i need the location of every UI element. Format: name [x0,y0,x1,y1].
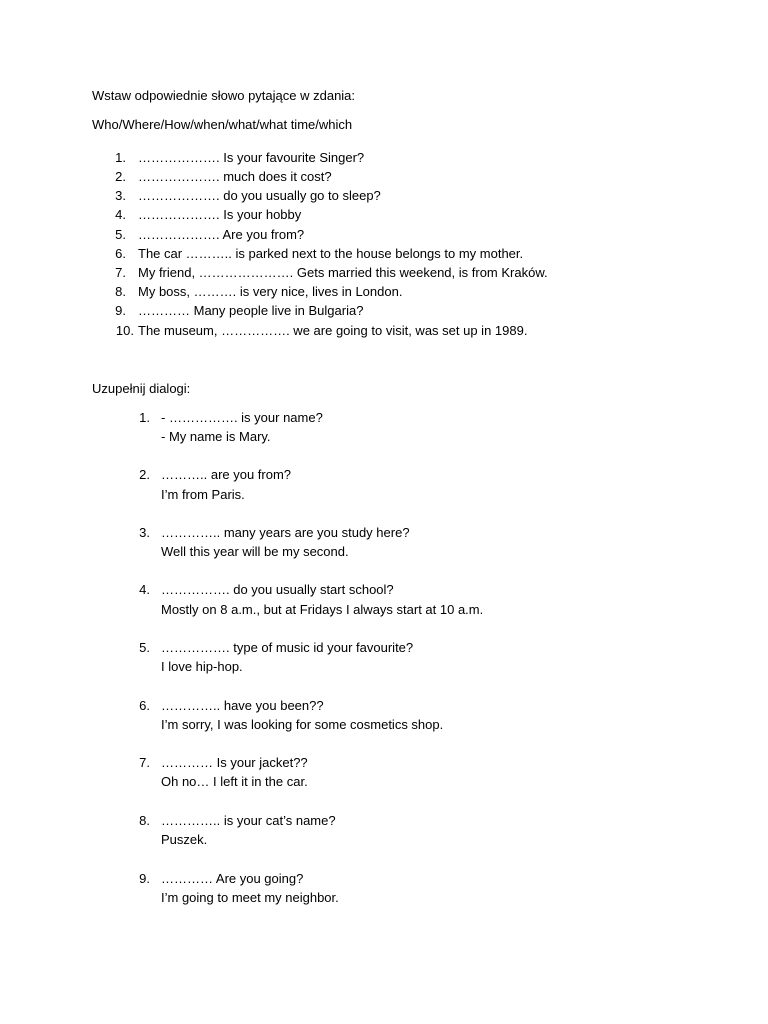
list-item: ………………. Is your favourite Singer? [138,150,365,165]
dialog-number: 8. [139,813,150,828]
dialog-answer: I’m from Paris. [161,487,245,502]
list-item: The car ……….. is parked next to the house belongs to my mother. [138,246,524,261]
dialog-answer: Mostly on 8 a.m., but at Fridays I always start at 10 a.m. [161,602,484,617]
list-item: ………………. do you usually go to sleep? [138,188,381,203]
section2-title: Uzupełnij dialogi: [92,381,191,396]
dialog-number: 7. [139,755,150,770]
dialog-number: 1. [139,410,150,425]
dialog-answer: - My name is Mary. [161,429,271,444]
list-item-number: 3. [115,188,126,203]
list-item: My boss, ………. is very nice, lives in London. [138,284,403,299]
dialog-question: ………… Is your jacket?? [161,755,308,770]
dialog-number: 9. [139,871,150,886]
dialog-question: ………….. is your cat’s name? [161,813,336,828]
list-item: The museum, ……………. we are going to visit, was set up in 1989. [138,323,528,338]
list-item-number: 4. [115,207,126,222]
dialog-answer: Puszek. [161,832,208,847]
dialog-number: 5. [139,640,150,655]
dialog-number: 6. [139,698,150,713]
dialog-answer: I’m sorry, I was looking for some cosmetics shop. [161,717,444,732]
list-item: ………………. much does it cost? [138,169,332,184]
dialog-answer: Well this year will be my second. [161,544,349,559]
dialog-question: ………….. have you been?? [161,698,324,713]
dialog-number: 3. [139,525,150,540]
dialog-number: 2. [139,467,150,482]
dialog-answer: I love hip-hop. [161,659,243,674]
list-item-number: 1. [115,150,126,165]
list-item-number: 6. [115,246,126,261]
dialog-question: ……….. are you from? [161,467,292,482]
list-item: My friend, …………………. Gets married this weekend, is from Kraków. [138,265,548,280]
list-item-number: 9. [115,303,126,318]
list-item-number: 7. [115,265,126,280]
dialog-question: - ……………. is your name? [161,410,323,425]
dialog-number: 4. [139,582,150,597]
dialog-question: ………… Are you going? [161,871,304,886]
section1-title: Wstaw odpowiednie słowo pytające w zdania: [92,88,356,103]
list-item: ………………. Is your hobby [138,207,302,222]
dialog-question: ……………. type of music id your favourite? [161,640,414,655]
dialog-question: ………….. many years are you study here? [161,525,410,540]
dialog-answer: Oh no… I left it in the car. [161,774,308,789]
list-item-number: 5. [115,227,126,242]
question-word-list: Who/Where/How/when/what/what time/which [92,117,353,132]
dialog-answer: I’m going to meet my neighbor. [161,890,339,905]
dialog-question: ……………. do you usually start school? [161,582,394,597]
list-item-number: 2. [115,169,126,184]
list-item: ………………. Are you from? [138,227,305,242]
list-item: ………… Many people live in Bulgaria? [138,303,364,318]
list-item-number: 10. [115,323,134,338]
list-item-number: 8. [115,284,126,299]
